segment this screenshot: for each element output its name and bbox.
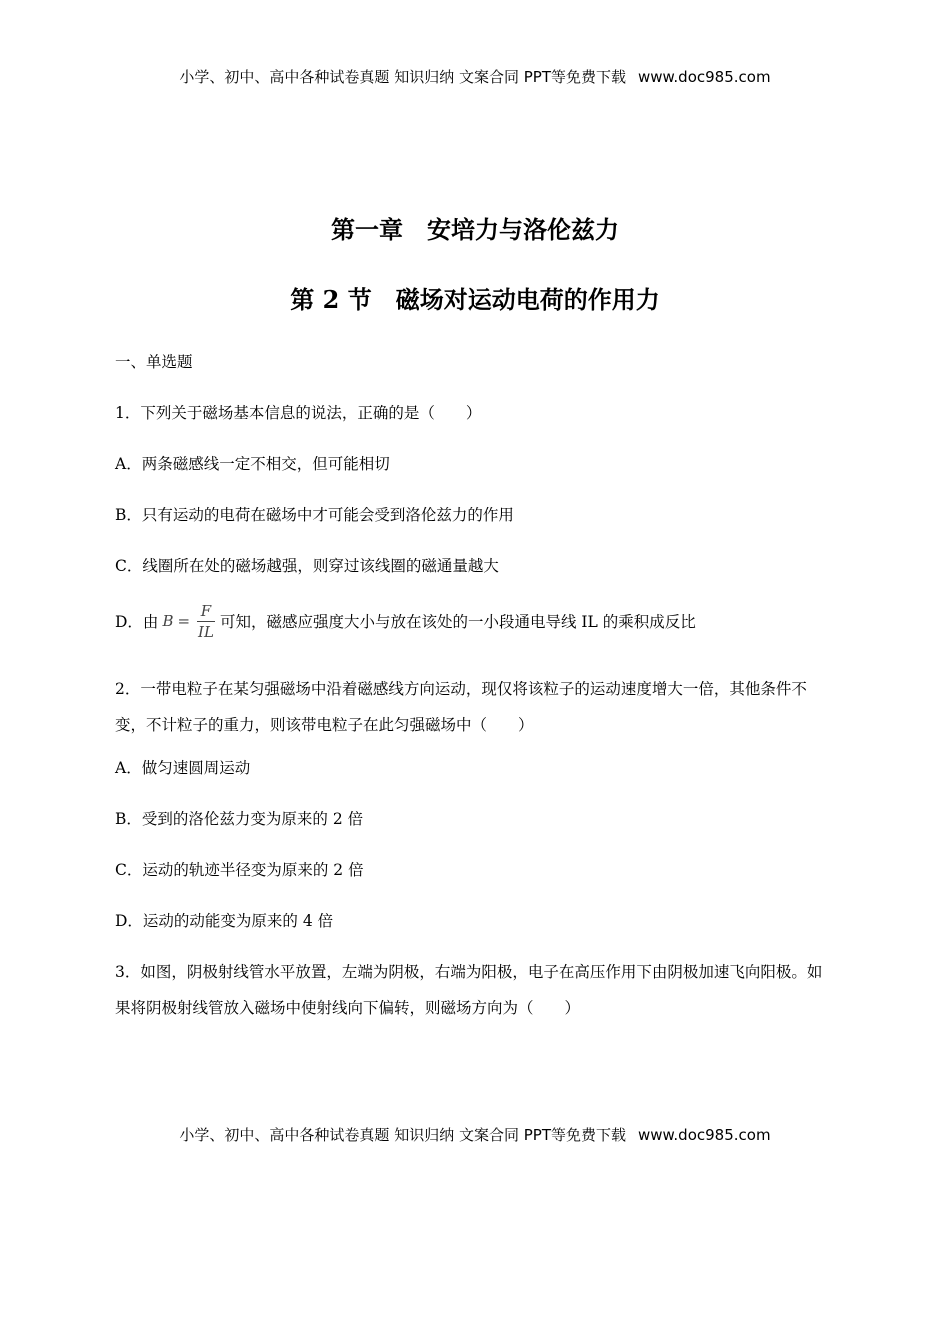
question-1-option-d <box>115 595 830 647</box>
section-label: 一、单选题 <box>115 353 193 371</box>
formula-equals: = <box>177 612 191 630</box>
question-2-option-a: A．做匀速圆周运动 <box>115 759 251 777</box>
formula-denominator: IL <box>198 622 214 641</box>
footer-site-link[interactable]: www.doc985.com <box>637 1126 771 1144</box>
page-header <box>0 66 950 87</box>
formula-numerator: F <box>197 601 215 622</box>
question-1-option-c: C．线圈所在处的磁场越强，则穿过该线圈的磁通量越大 <box>115 557 499 575</box>
question-1-stem: 1．下列关于磁场基本信息的说法，正确的是（ ） <box>115 404 482 422</box>
page-footer <box>0 1124 950 1145</box>
formula-fraction <box>194 601 218 642</box>
question-content <box>115 352 830 1026</box>
header-site-link[interactable]: www.doc985.com <box>637 68 771 86</box>
option-d-suffix: 可知，磁感应强度大小与放在该处的一小段通电导线 IL 的乘积成反比 <box>219 613 696 631</box>
option-d-prefix: D．由 <box>115 613 159 631</box>
formula-b-equals-f-over-il <box>162 601 218 642</box>
footer-text: 小学、初中、高中各种试卷真题 知识归纳 文案合同 PPT等免费下载 <box>179 1126 626 1144</box>
chapter-title: 第一章 安培力与洛伦兹力 <box>331 215 619 244</box>
question-2-stem: 2．一带电粒子在某匀强磁场中沿着磁感线方向运动，现仅将该粒子的运动速度增大一倍，其他条件不变，不计粒子的重力，则该带电粒子在此匀强磁场中（ ） <box>115 680 807 734</box>
question-1-option-b: B．只有运动的电荷在磁场中才可能会受到洛伦兹力的作用 <box>115 506 514 524</box>
question-2-option-b: B．受到的洛伦兹力变为原来的 2 倍 <box>115 810 364 828</box>
formula-lhs: B <box>162 612 174 630</box>
question-3-stem: 3．如图，阴极射线管水平放置，左端为阴极，右端为阳极，电子在高压作用下由阴极加速飞向阳极。如果将阴极射线管放入磁场中使射线向下偏转，则磁场方向为（ ） <box>115 963 823 1017</box>
question-2-option-c: C．运动的轨迹半径变为原来的 2 倍 <box>115 861 364 879</box>
question-2-option-d: D．运动的动能变为原来的 4 倍 <box>115 912 334 930</box>
section-title: 第 2 节 磁场对运动电荷的作用力 <box>290 285 660 314</box>
question-1-option-a: A．两条磁感线一定不相交，但可能相切 <box>115 455 390 473</box>
header-text: 小学、初中、高中各种试卷真题 知识归纳 文案合同 PPT等免费下载 <box>179 68 626 86</box>
